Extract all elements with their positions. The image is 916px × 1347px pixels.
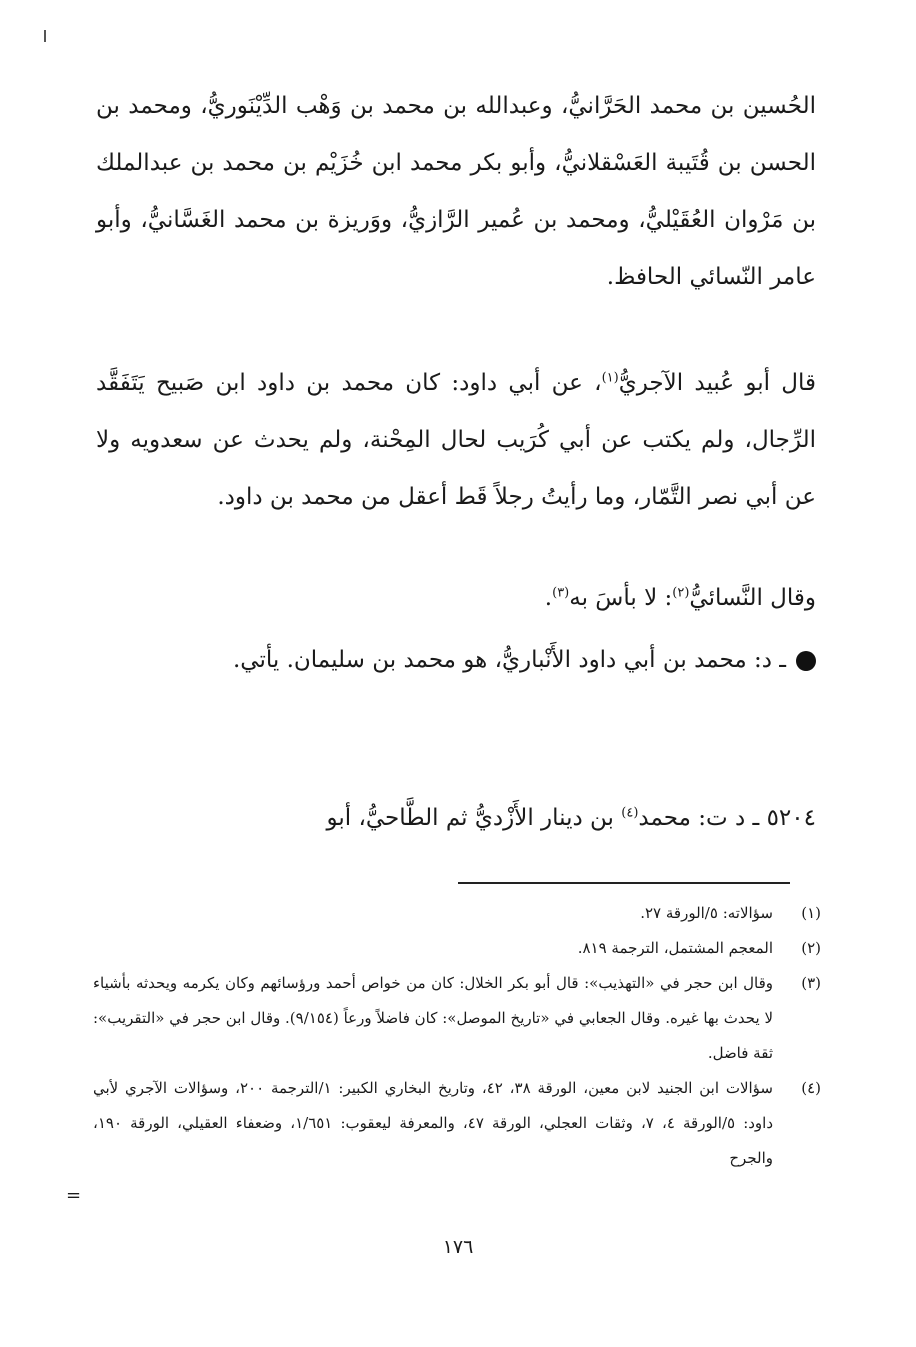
footnote-number: (٣)	[801, 974, 821, 992]
ajurri-quote-rest: ، عن أبي داود: كان محمد بن داود ابن صَبيح يَتَفَقَّد الرِّجال، ولم يكتب عن أبي كُرَيب لحال المِحْنة، ولم يحدث عن سعدويه ولا عن أبي نصر التَّمّار، وما رأيتُ رجلاً قَط أعقل من محمد بن داود.	[96, 370, 816, 510]
footnote-ref-1[interactable]: (١)	[601, 370, 619, 386]
footnote-text: وقال ابن حجر في «التهذيب»: قال أبو بكر الخلال: كان من خواص أحمد ورؤسائهم وكان يكرمه ويحدثه بأشياء لا يحدث بها غيره. وقال الجعابي في «تاريخ الموصل»: كان فاضلاً ورعاً (٩/١٥٤). وقال ابن حجر في «التقريب»: ثقة فاضل.	[93, 974, 774, 1062]
footnote-text: المعجم المشتمل، الترجمة ٨١٩.	[577, 939, 773, 957]
paragraph-cross-reference	[96, 632, 816, 689]
cross-reference-text: ـ د: محمد بن أبي داود الأَنْباريُّ، هو محمد بن سليمان. يأتي.	[232, 647, 786, 673]
nasai-quote-end: .	[544, 585, 553, 611]
footnote-ref-4[interactable]: (٤)	[621, 805, 639, 821]
footnote-ref-2[interactable]: (٢)	[672, 585, 690, 601]
bullet-icon	[796, 651, 816, 671]
paragraph-nasai-quote	[96, 570, 816, 627]
footnote-text: سؤالاته: ٥/الورقة ٢٧.	[640, 904, 773, 922]
footnote-2	[93, 931, 821, 966]
footnote-number: (٤)	[801, 1079, 821, 1097]
footnote-text: سؤالات ابن الجنيد لابن معين، الورقة ٣٨، ٤٢، وتاريخ البخاري الكبير: ١/الترجمة ٢٠٠، وسؤالات الآجري لأبي داود: ٥/الورقة ٤، ٧، وثقات العجلي، الورقة ٤٧، والمعرفة ليعقوب: ١/٦٥١، وضعفاء العقيلي، الورقة ١٩٠، والجرح	[93, 1079, 774, 1167]
entry-heading-start: ـ د ت: محمد	[638, 805, 760, 831]
paragraph-entry-5204	[96, 790, 816, 847]
nasai-quote-start: وقال النَّسائيُّ	[689, 585, 816, 611]
footnote-number: (١)	[801, 904, 821, 922]
footnote-number: (٢)	[801, 939, 821, 957]
footnote-1	[93, 896, 821, 931]
footnote-3	[93, 966, 821, 1071]
nasai-quote-mid: : لا بأسَ به	[569, 585, 673, 611]
footnotes-section	[93, 896, 821, 1176]
entry-heading-rest: بن دينار الأَزْديُّ ثم الطَّاحيُّ، أبو	[326, 805, 622, 831]
entry-number: ٥٢٠٤	[766, 805, 816, 831]
footnote-ref-3[interactable]: (٣)	[552, 585, 570, 601]
stray-pen-mark	[44, 30, 46, 42]
page-number: ١٧٦	[442, 1236, 474, 1258]
ajurri-quote-start: قال أبو عُبيد الآجريُّ	[618, 370, 816, 396]
footnote-separator	[458, 882, 790, 884]
paragraph-ajurri-quote	[96, 355, 816, 526]
footnote-4	[93, 1071, 821, 1176]
paragraph-narrators-list: الحُسين بن محمد الحَرَّانيُّ، وعبدالله بن محمد بن وَهْب الدِّيْنَوريُّ، ومحمد بن الحسن بن قُتَيبة العَسْقلانيُّ، وأبو بكر محمد ابن خُزَيْم بن محمد بن عبدالملك بن مَرْوان العُقَيْليُّ، ومحمد بن عُمير الرَّازيُّ، ووَريزة بن محمد الغَسَّانيُّ، وأبو عامر النّسائي الحافظ.	[96, 93, 816, 290]
continuation-mark: =	[66, 1185, 82, 1206]
